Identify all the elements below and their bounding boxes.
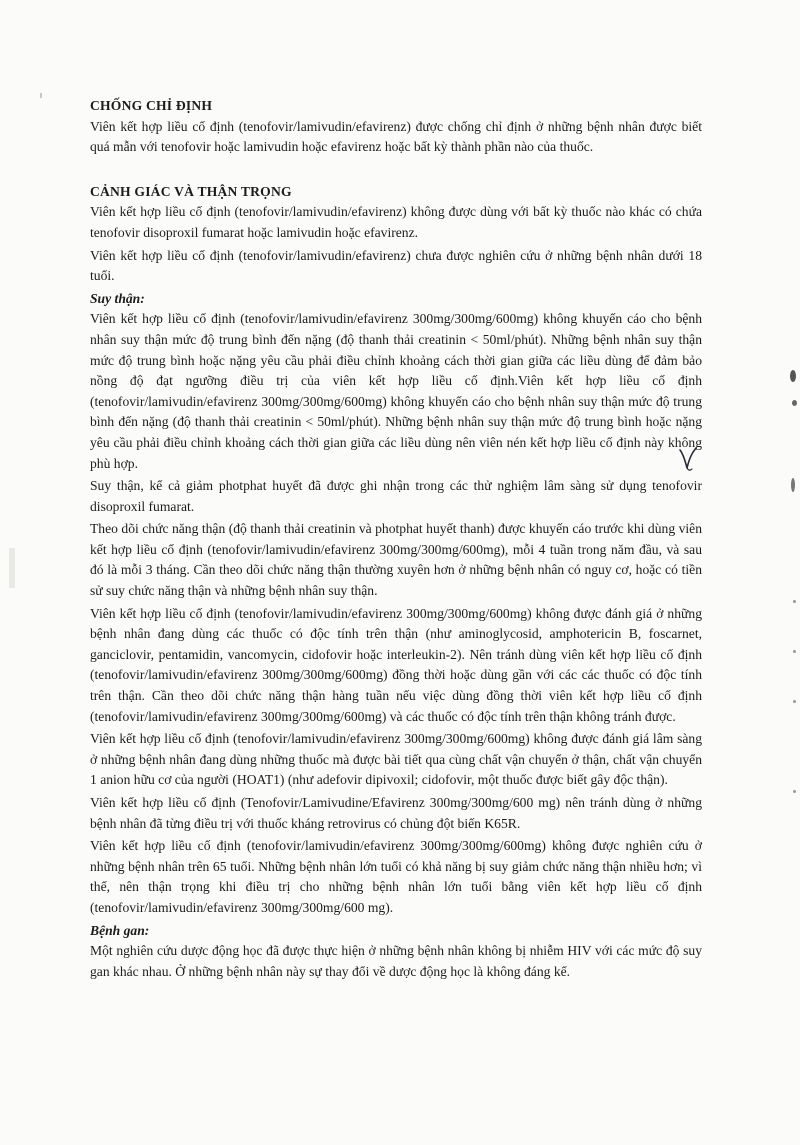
paragraph: Viên kết hợp liều cố định (tenofovir/lamivudin/efavirenz 300mg/300mg/600mg) không khuyến cáo cho bệnh nhân suy thận mức độ trung bình đến nặng (độ thanh thải creatinin < 50ml/phút). Những bệnh nhân suy thận mức độ trung bình hoặc nặng yêu cầu phải điều chỉnh khoảng cách thời gian giữa các liều dùng để đảm bảo nồng độ đạt ngưỡng điều trị của viên kết hợp liều cố định.Viên kết hợp liều cố định (tenofovir/lamivudin/efavirenz 300mg/300mg/600mg) không khuyến cáo cho bệnh nhân suy thận mức độ trung bình đến nặng (độ thanh thải creatinin < 50ml/phút). Những bệnh nhân suy thận mức độ trung bình hoặc nặng yêu cầu phải điều chỉnh khoảng cách thời gian giữa các liều dùng nên viên nén kết hợp liều cố định này không phù hợp. bbox=[90, 311, 702, 471]
paragraph: Viên kết hợp liều cố định (tenofovir/lamivudin/efavirenz) được chống chỉ định ở những bệnh nhân được biết quá mẫn với tenofovir hoặc lamivudin hoặc efavirenz hoặc bất kỳ thành phần nào của thuốc. bbox=[90, 118, 702, 155]
paragraph: Viên kết hợp liều cố định (tenofovir/lamivudin/efavirenz 300mg/300mg/600mg) không được đánh giá ở những bệnh nhân đang dùng các thuốc có độc tính trên thận (như aminoglycosid, amphotericin B, foscarnet, ganciclovir, pentamidin, vancomycin, cidofovir hoặc interleukin-2). Nên tránh dùng viên kết hợp liều cố định (tenofovir/lamivudin/efavirenz 300mg/300mg/600mg) đồng thời hoặc dùng gần với các các thuốc có độc tính trên thận. Cần theo dõi chức năng thận hàng tuần nếu việc dùng đồng thời viên kết hợp liều cố định (tenofovir/lamivudin/efavirenz 300mg/300mg/600mg) và các thuốc có độc tính trên thận không tránh được. bbox=[90, 605, 702, 724]
section-heading: CẢNH GIÁC VÀ THẬN TRỌNG bbox=[90, 183, 292, 199]
document-page bbox=[90, 96, 702, 982]
warnings-section bbox=[90, 182, 702, 983]
scan-speck bbox=[793, 790, 796, 793]
scan-speck bbox=[792, 400, 797, 406]
paragraph: Một nghiên cứu dược động học đã được thực hiện ở những bệnh nhân không bị nhiễm HIV với các mức độ suy gan khác nhau. Ở những bệnh nhân này sự thay đổi về dược động học là không đáng kể. bbox=[90, 943, 702, 979]
scan-speck bbox=[790, 370, 796, 382]
paragraph: Viên kết hợp liều cố định (tenofovir/lamivudin/efavirenz 300mg/300mg/600mg) không được đánh giá lâm sàng ở những bệnh nhân đang dùng những thuốc mà được bài tiết qua cùng chất vận chuyển ở thận, chất vận chuyển 1 anion hữu cơ của người (HOAT1) (như adefovir dipivoxil; cidofovir, một thuốc được biết gây độc thận). bbox=[90, 731, 702, 788]
paragraph: Viên kết hợp liều cố định (Tenofovir/Lamivudine/Efavirenz 300mg/300mg/600 mg) nên tránh dùng ở những bệnh nhân đã từng điều trị với thuốc kháng retrovirus có chủng đột biến K65R. bbox=[90, 795, 702, 831]
scan-mark bbox=[40, 93, 42, 98]
section-heading: CHỐNG CHỈ ĐỊNH bbox=[90, 98, 213, 113]
paragraph: Viên kết hợp liều cố định (tenofovir/lamivudin/efavirenz 300mg/300mg/600mg) không được nghiên cứu ở những bệnh nhân trên 65 tuổi. Những bệnh nhân lớn tuổi có khả năng bị suy giảm chức năng thận nhiều hơn; vì thế, nên thận trọng khi điều trị cho những bệnh nhân lớn tuổi bằng viên kết hợp liều cố định (tenofovir/lamivudin/efavirenz 300mg/300mg/600 mg). bbox=[90, 838, 702, 915]
scan-speck bbox=[793, 600, 796, 603]
scan-mark bbox=[9, 548, 15, 588]
paragraph: Suy thận, kể cả giảm photphat huyết đã được ghi nhận trong các thử nghiệm lâm sàng sử dụng tenofovir disoproxil fumarat. bbox=[90, 478, 702, 514]
paragraph: Viên kết hợp liều cố định (tenofovir/lamivudin/efavirenz) không được dùng với bất kỳ thuốc nào khác có chứa tenofovir disoproxil fumarat hoặc lamivudin hoặc efavirenz. bbox=[90, 204, 702, 240]
scan-speck bbox=[793, 700, 796, 703]
paragraph: Viên kết hợp liều cố định (tenofovir/lamivudin/efavirenz) chưa được nghiên cứu ở những bệnh nhân dưới 18 tuổi. bbox=[90, 247, 702, 284]
scan-speck bbox=[793, 650, 796, 653]
paragraph: Theo dõi chức năng thận (độ thanh thải creatinin và photphat huyết thanh) được khuyến cáo trước khi dùng viên kết hợp liều cố định (tenofovir/lamivudin/efavirenz 300mg/300mg/600mg), mỗi 4 tuần trong năm đầu, và sau đó là mỗi 3 tháng. Cần theo dõi chức năng thận thường xuyên hơn ở những bệnh nhân có nguy cơ, hoặc có tiền sử suy chức năng thận và những bệnh nhân suy thận. bbox=[90, 521, 702, 599]
subsection-heading-liver: Bệnh gan: bbox=[90, 922, 150, 938]
subsection-heading-renal: Suy thận: bbox=[90, 290, 145, 306]
scan-speck bbox=[791, 478, 795, 492]
contraindications-section bbox=[90, 96, 702, 158]
